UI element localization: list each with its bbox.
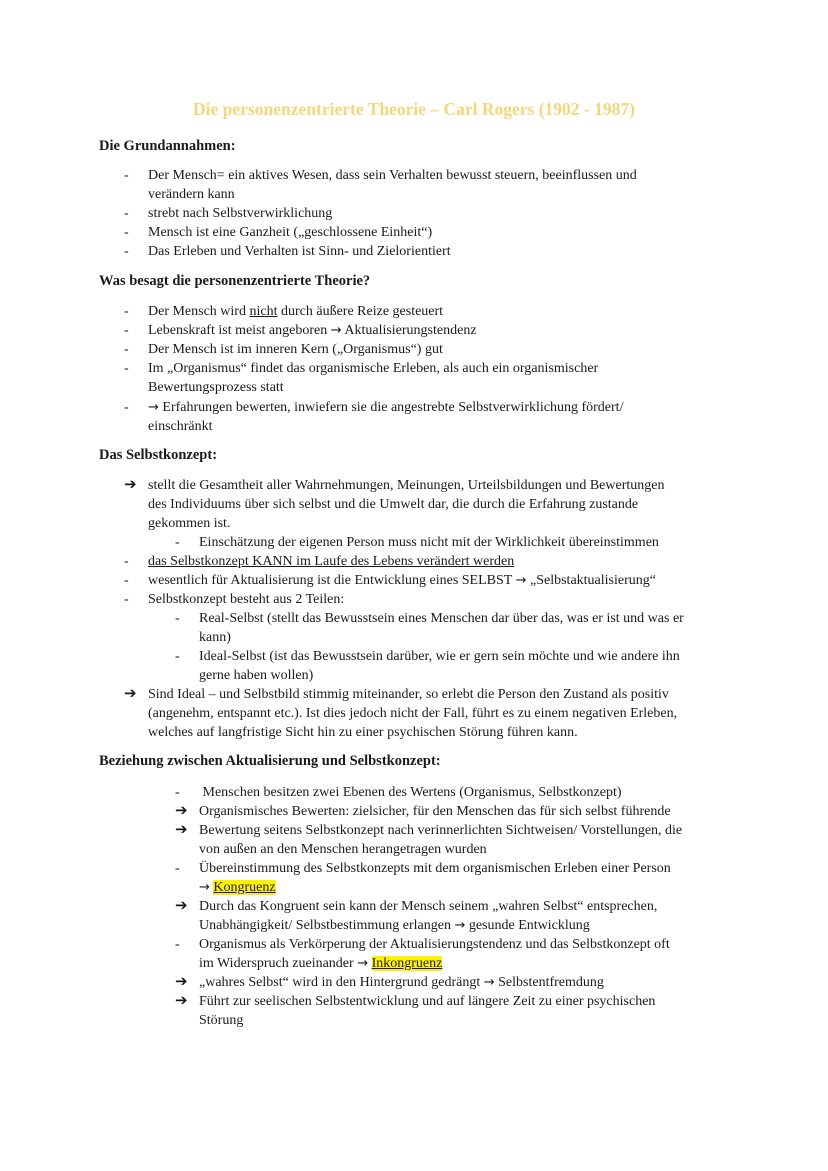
list-item-text: das Selbstkonzept KANN im Laufe des Lebens verändert werden (148, 554, 515, 569)
highlight-kongruenz: Kongruenz (213, 880, 276, 895)
arrow-right-icon: → (199, 880, 210, 895)
arrow-bullet-icon: ➔ (175, 991, 188, 1009)
heading-theorie: Was besagt die personenzentrierte Theorie? (99, 273, 371, 289)
dash-marker: - (175, 937, 180, 952)
arrow-bullet-icon: ➔ (175, 972, 188, 990)
list-item-text: Sind Ideal – und Selbstbild stimmig miteinander, so erlebt die Person den Zustand als positiv (148, 687, 669, 702)
list-item-text: wesentlich für Aktualisierung ist die Entwicklung eines SELBST → „Selbstaktualisierung“ (148, 573, 656, 588)
dash-marker: - (175, 535, 180, 550)
arrow-right-icon: → (357, 956, 369, 971)
list-item-text: Lebenskraft ist meist angeboren → Aktualisierungstendenz (148, 323, 477, 338)
dash-marker: - (124, 244, 129, 259)
list-item-text: Im „Organismus“ findet das organismische Erleben, als auch ein organismischer (148, 361, 599, 376)
dash-marker: - (124, 304, 129, 319)
list-item-text: Das Erleben und Verhalten ist Sinn- und Zielorientiert (148, 244, 451, 259)
list-item-text: von außen an den Menschen herangetragen wurden (199, 842, 487, 857)
arrow-right-icon: → (483, 975, 495, 990)
dash-marker: - (175, 785, 180, 800)
dash-marker: - (175, 861, 180, 876)
list-item-text: Übereinstimmung des Selbstkonzepts mit dem organismischen Erleben einer Person (199, 861, 671, 876)
document-title: Die personenzentrierte Theorie – Carl Rogers (1902 - 1987) (193, 99, 635, 119)
list-item-text: Der Mensch wird nicht durch äußere Reize gesteuert (148, 304, 444, 319)
arrow-bullet-icon: ➔ (124, 475, 137, 493)
heading-beziehung: Beziehung zwischen Aktualisierung und Selbstkonzept: (99, 753, 441, 769)
arrow-right-icon: → (454, 918, 466, 933)
list-item-text: im Widerspruch zueinander → Inkongruenz (199, 956, 443, 971)
list-item-text: Störung (199, 1013, 244, 1028)
list-item-text: „wahres Selbst“ wird in den Hintergrund gedrängt → Selbstentfremdung (199, 975, 604, 990)
heading-grundannahmen: Die Grundannahmen: (99, 138, 236, 154)
arrow-right-icon: → (330, 323, 342, 338)
dash-marker: - (124, 323, 129, 338)
arrow-bullet-icon: ➔ (175, 801, 188, 819)
list-item-text: Selbstkonzept besteht aus 2 Teilen: (148, 592, 345, 607)
list-item-text: Bewertungsprozess statt (148, 380, 284, 395)
list-item-text: Unabhängigkeit/ Selbstbestimmung erlangen → gesunde Entwicklung (199, 918, 590, 933)
dash-marker: - (124, 342, 129, 357)
list-item-text: Bewertung seitens Selbstkonzept nach verinnerlichten Sichtweisen/ Vorstellungen, die (199, 823, 683, 838)
list-item-text: des Individuums über sich selbst und die Umwelt dar, die durch die Erfahrung zustande (148, 497, 639, 512)
list-item-text: Durch das Kongruent sein kann der Mensch seinem „wahren Selbst“ entsprechen, (199, 899, 658, 914)
heading-selbstkonzept: Das Selbstkonzept: (99, 447, 218, 463)
list-item-text: Menschen besitzen zwei Ebenen des Wertens (Organismus, Selbstkonzept) (199, 785, 622, 800)
dash-marker: - (175, 649, 180, 664)
list-item-text: Einschätzung der eigenen Person muss nicht mit der Wirklichkeit übereinstimmen (199, 535, 659, 550)
dash-marker: - (124, 592, 129, 607)
arrow-right-icon: → (148, 400, 159, 415)
arrow-bullet-icon: ➔ (175, 820, 188, 838)
list-item-text: Führt zur seelischen Selbstentwicklung und auf längere Zeit zu einer psychischen (199, 994, 656, 1009)
arrow-right-icon: → (515, 573, 527, 588)
list-item-text: (angenehm, entspannt etc.). Ist dies jedoch nicht der Fall, führt es zu einem negativen Erleben, (148, 706, 678, 721)
highlight-inkongruenz: Inkongruenz (371, 956, 443, 971)
list-item-text: → Erfahrungen bewerten, inwiefern sie die angestrebte Selbstverwirklichung fördert/ (148, 400, 624, 415)
list-item-text: Ideal-Selbst (ist das Bewusstsein darüber, wie er gern sein möchte und wie andere ihn (199, 649, 680, 664)
dash-marker: - (124, 206, 129, 221)
list-item-text: Der Mensch= ein aktives Wesen, dass sein Verhalten bewusst steuern, beeinflussen und (148, 168, 637, 183)
list-item-text: strebt nach Selbstverwirklichung (148, 206, 333, 221)
list-item-text: verändern kann (148, 187, 235, 202)
list-item-text: Real-Selbst (stellt das Bewusstsein eines Menschen dar über das, was er ist und was er (199, 611, 684, 626)
list-item-text: kann) (199, 630, 231, 645)
dash-marker: - (124, 554, 129, 569)
list-item-text: stellt die Gesamtheit aller Wahrnehmungen, Meinungen, Urteilsbildungen und Bewertungen (148, 478, 665, 493)
dash-marker: - (175, 611, 180, 626)
underlined-word: nicht (249, 304, 278, 319)
list-item-text: Organismus als Verkörperung der Aktualisierungstendenz und das Selbstkonzept oft (199, 937, 670, 952)
arrow-bullet-icon: ➔ (175, 896, 188, 914)
list-item-text: gerne haben wollen) (199, 668, 314, 683)
dash-marker: - (124, 400, 129, 415)
dash-marker: - (124, 168, 129, 183)
arrow-bullet-icon: ➔ (124, 684, 137, 702)
list-item-text (199, 878, 276, 897)
list-item-text: einschränkt (148, 419, 213, 434)
dash-marker: - (124, 361, 129, 376)
dash-marker: - (124, 573, 129, 588)
list-item-text: Der Mensch ist im inneren Kern („Organismus“) gut (148, 342, 443, 357)
list-item-text: gekommen ist. (148, 516, 231, 531)
list-item-text: Mensch ist eine Ganzheit („geschlossene Einheit“) (148, 225, 433, 240)
dash-marker: - (124, 225, 129, 240)
list-item-text: welches auf langfristige Sicht hin zu einer psychischen Störung führen kann. (148, 725, 578, 740)
list-item-text: Organismisches Bewerten: zielsicher, für den Menschen das für sich selbst führende (199, 804, 671, 819)
